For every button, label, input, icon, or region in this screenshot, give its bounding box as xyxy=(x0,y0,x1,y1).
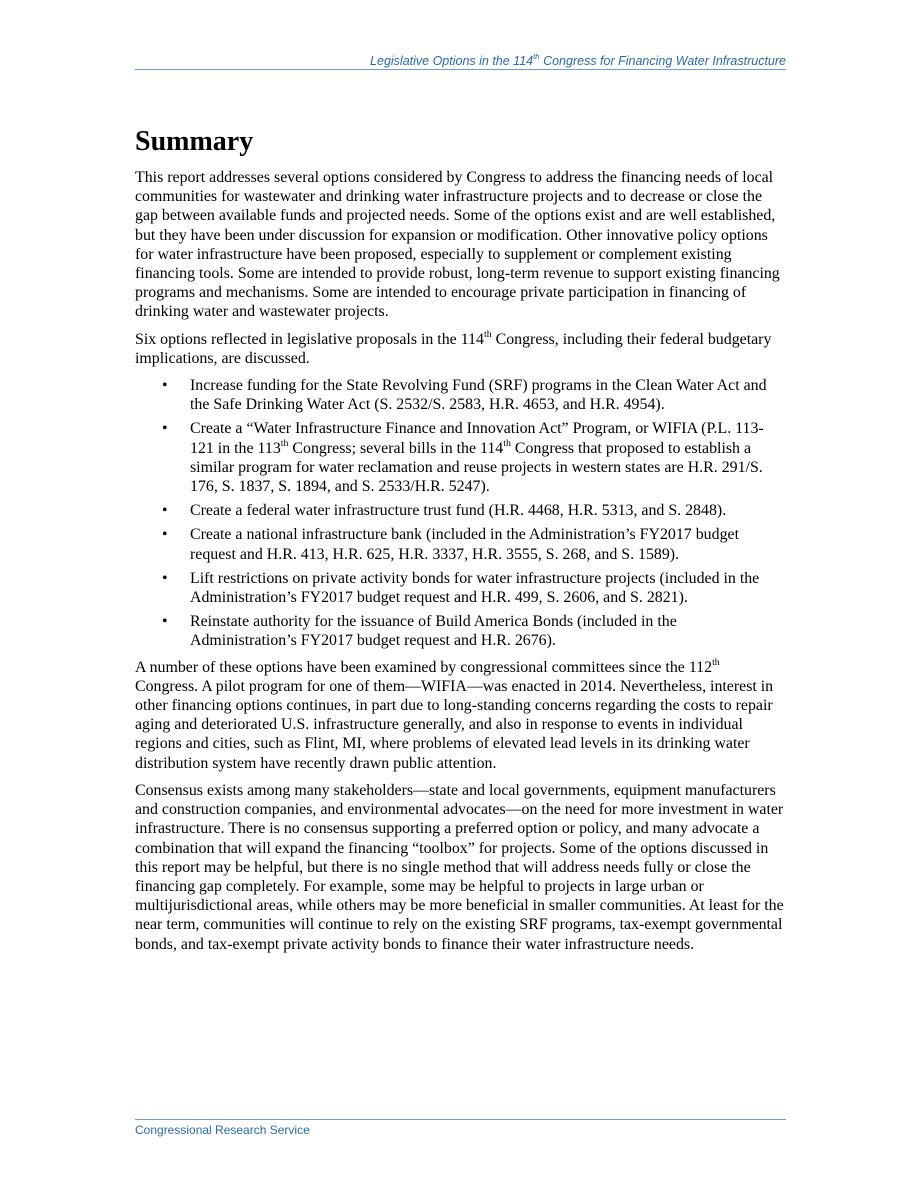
paragraph-options-lead: Six options reflected in legislative proposals in the 114th Congress, including their federal budgetary implications, are discussed. xyxy=(135,328,772,367)
summary-body xyxy=(135,168,786,962)
list-item: • Create a national infrastructure bank (included in the Administration’s FY2017 budget request and H.R. 413, H.R. 625, H.R. 3337, H.R. 3555, S. 268, and S. 1589). xyxy=(162,526,739,563)
bullet-icon: • xyxy=(162,502,168,520)
list-item: • Create a federal water infrastructure trust fund (H.R. 4468, H.R. 5313, and S. 2848). xyxy=(162,502,727,520)
page-footer xyxy=(135,1119,786,1137)
bullet-icon: • xyxy=(162,569,168,587)
bullet-icon: • xyxy=(162,420,168,438)
list-item: • Create a “Water Infrastructure Finance and Innovation Act” Program, or WIFIA (P.L. 113-121 in the 113th Congress; several bills in the 114th Congress that proposed to establish a similar program for water reclamation and reuse projects in western states are H.R. 291/S. 176, S. 1837, S. 1894, and S. 2533/H.R. 5247). xyxy=(162,420,764,496)
list-item: • Lift restrictions on private activity bonds for water infrastructure projects (included in the Administration’s FY2017 budget request and H.R. 499, S. 2606, and S. 2821). xyxy=(162,569,760,607)
running-header-text: Legislative Options in the 114th Congress for Financing Water Infrastructure xyxy=(370,52,786,68)
bullet-icon: • xyxy=(162,377,168,395)
list-item: • Reinstate authority for the issuance of Build America Bonds (included in the Administration’s FY2017 budget request and H.R. 2676). xyxy=(162,613,677,650)
list-item: • Increase funding for the State Revolving Fund (SRF) programs in the Clean Water Act and the Safe Drinking Water Act (S. 2532/S. 2583, H.R. 4653, and H.R. 4954). xyxy=(162,377,767,414)
bullet-icon: • xyxy=(162,526,168,544)
running-header xyxy=(135,54,786,70)
section-title: Summary xyxy=(135,126,254,157)
paragraph-history: A number of these options have been examined by congressional committees since the 112th Congress. A pilot program for one of them—WIFIA—was enacted in 2014. Nevertheless, interest in other financing options continues, in part due to long-standing concerns regarding the costs to repair aging and deteriorated U.S. infrastructure generally, and also in response to events in individual regions and cities, such as Flint, MI, where problems of elevated lead levels in its drinking water distribution system have recently drawn public attention. xyxy=(135,656,774,772)
paragraph-intro: This report addresses several options considered by Congress to address the financing needs of local communities for wastewater and drinking water infrastructure projects and to decrease or close the gap between available funds and projected needs. Some of the options exist and are well established, but they have been under discussion for expansion or modification. Other innovative policy options for water infrastructure have been proposed, especially to supplement or complement existing financing tools. Some are intended to provide robust, long-term revenue to support existing financing programs and mechanisms. Some are intended to encourage private participation in financing of drinking water and wastewater projects. xyxy=(135,169,780,321)
bullet-icon: • xyxy=(162,613,168,631)
paragraph-consensus: Consensus exists among many stakeholders—state and local governments, equipment manufacturers and construction companies, and environmental advocates—on the need for more investment in water infrastructure. There is no consensus supporting a preferred option or policy, and many advocate a combination that will expand the financing “toolbox” for projects. Some of the options discussed in this report may be helpful, but there is no single method that will address needs fully or close the financing gap completely. For example, some may be helpful to projects in large urban or multijurisdictional areas, while others may be more beneficial in smaller communities. At least for the near term, communities will continue to rely on the existing SRF programs, tax-exempt governmental bonds, and tax-exempt private activity bonds to finance their water infrastructure needs. xyxy=(135,781,784,953)
footer-text: Congressional Research Service xyxy=(135,1123,310,1137)
options-list xyxy=(135,376,786,651)
